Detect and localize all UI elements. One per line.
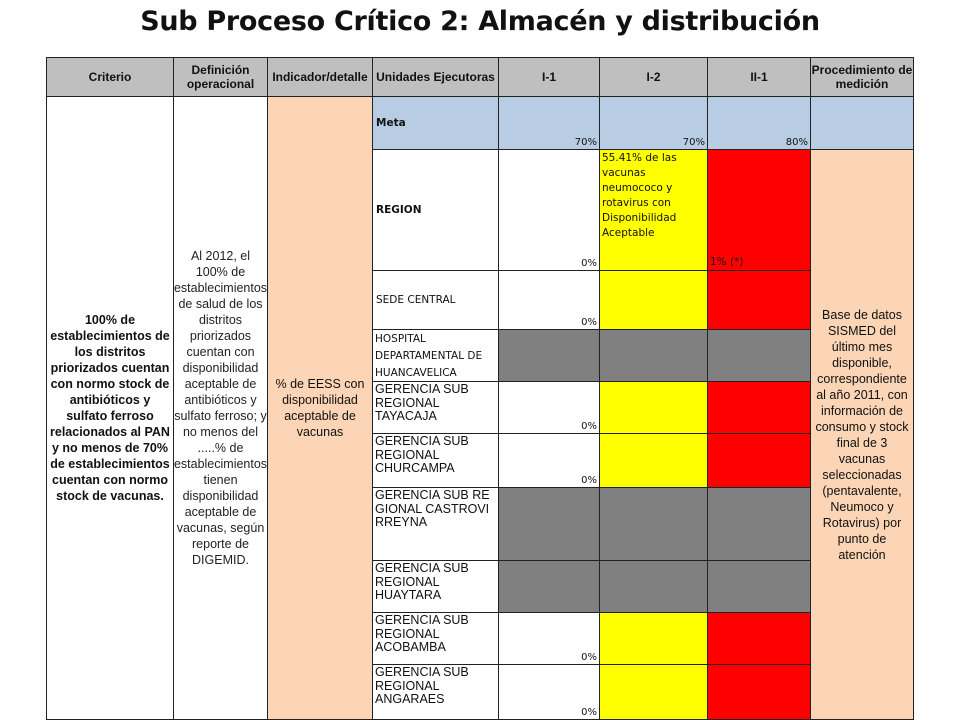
- unit-cell-hospital: [372, 329, 499, 382]
- value-cell-hospital-i2: [599, 329, 708, 382]
- unit-cell-acobamba: [372, 612, 499, 665]
- value-cell-tayacaja-ii1: [707, 381, 811, 434]
- value-cell-churcampa-ii1: [707, 433, 811, 488]
- meta-value-i1: 70%: [574, 137, 597, 148]
- unit-cell-meta: [372, 96, 499, 150]
- unit-label: GERENCIA SUB REGIONAL CHURCAMPA: [375, 434, 469, 475]
- value-cell-angaraes-ii1: [707, 664, 811, 720]
- value-cell-huaytara-ii1: [707, 560, 811, 613]
- unit-label: Meta: [376, 117, 406, 129]
- unit-label: GERENCIA SUB REGIONAL ANGARAES: [375, 665, 469, 706]
- value-cell-angaraes-i1: [498, 664, 600, 720]
- value-cell-region-ii1: [707, 149, 811, 271]
- unit-cell-churcampa: [372, 433, 499, 488]
- value-cell-meta-i2: [599, 96, 708, 150]
- unit-cell-sede-central: [372, 270, 499, 330]
- value-cell-churcampa-i1: [498, 433, 600, 488]
- procedimiento-cell: Base de datos SISMED del último mes disponible, correspondiente al año 2011, con información de consumo y stock final de 3 vacunas seleccionadas (pentavalente, Neumoco y Rotavirus) por punto de atención: [810, 149, 914, 720]
- value-cell-churcampa-i2: [599, 433, 708, 488]
- value-cell-sede-i2: [599, 270, 708, 330]
- sede-value-i1: 0%: [581, 317, 597, 328]
- value-cell-tayacaja-i2: [599, 381, 708, 434]
- unit-label: GERENCIA SUB REGIONAL ACOBAMBA: [375, 613, 469, 654]
- unit-label: HOSPITAL DEPARTAMENTAL DE HUANCAVELICA: [375, 333, 483, 379]
- value-cell-castrovirreyna-i1: [498, 487, 600, 561]
- definicion-cell: Al 2012, el 100% de establecimientos de salud de los distritos priorizados cuentan con disponibilidad aceptable de antibióticos y sulfato ferroso; y no menos del .....% de establecimientos tienen disponibilidad aceptable de vacunas, según reporte de DIGEMID.: [173, 96, 268, 720]
- proc-cell-meta: [810, 96, 914, 150]
- header-unidades: Unidades Ejecutoras: [372, 57, 499, 97]
- header-i2: I-2: [599, 57, 708, 97]
- unit-cell-region: [372, 149, 499, 271]
- tayacaja-value-i1: 0%: [581, 421, 597, 432]
- value-cell-hospital-ii1: [707, 329, 811, 382]
- unit-label: GERENCIA SUB REGIONAL CASTROVIRREYNA: [375, 488, 490, 529]
- value-cell-castrovirreyna-ii1: [707, 487, 811, 561]
- unit-label: GERENCIA SUB REGIONAL HUAYTARA: [375, 561, 469, 602]
- value-cell-region-i2: [599, 149, 708, 271]
- value-cell-tayacaja-i1: [498, 381, 600, 434]
- region-value-ii1: 1% (*): [710, 256, 744, 268]
- value-cell-meta-i1: [498, 96, 600, 150]
- meta-value-ii1: 80%: [785, 137, 808, 148]
- header-procedimiento: Procedimiento de medición: [810, 57, 914, 97]
- value-cell-huaytara-i1: [498, 560, 600, 613]
- unit-label: SEDE CENTRAL: [376, 294, 456, 306]
- header-ii1: II-1: [707, 57, 811, 97]
- unit-cell-angaraes: [372, 664, 499, 720]
- value-cell-acobamba-i2: [599, 612, 708, 665]
- churcampa-value-i1: 0%: [581, 475, 597, 486]
- unit-cell-tayacaja: [372, 381, 499, 434]
- value-cell-acobamba-i1: [498, 612, 600, 665]
- angaraes-value-i1: 0%: [581, 707, 597, 718]
- region-value-i2: 55.41% de las vacunas neumococo y rotavirus con Disponibilidad Aceptable: [602, 152, 677, 239]
- header-criterio: Criterio: [46, 57, 174, 97]
- value-cell-sede-i1: [498, 270, 600, 330]
- value-cell-sede-ii1: [707, 270, 811, 330]
- value-cell-region-i1: [498, 149, 600, 271]
- page-title: Sub Proceso Crítico 2: Almacén y distribución: [140, 6, 820, 37]
- acobamba-value-i1: 0%: [581, 652, 597, 663]
- criterio-cell: 100% de establecimientos de los distritos priorizados cuentan con normo stock de antibióticos y sulfato ferroso relacionados al PAN y no menos de 70% de establecimientos cuentan con normo stock de vacunas.: [46, 96, 174, 720]
- header-i1: I-1: [498, 57, 600, 97]
- indicador-cell: % de EESS con disponibilidad aceptable de vacunas: [267, 96, 373, 720]
- header-indicador: Indicador/detalle: [267, 57, 373, 97]
- unit-cell-huaytara: [372, 560, 499, 613]
- region-value-i1: 0%: [581, 258, 597, 269]
- value-cell-meta-ii1: [707, 96, 811, 150]
- unit-cell-castrovirreyna: [372, 487, 499, 561]
- unit-label: REGION: [376, 204, 422, 216]
- value-cell-huaytara-i2: [599, 560, 708, 613]
- value-cell-angaraes-i2: [599, 664, 708, 720]
- header-definicion: Definición operacional: [173, 57, 268, 97]
- value-cell-hospital-i1: [498, 329, 600, 382]
- meta-value-i2: 70%: [682, 137, 705, 148]
- value-cell-castrovirreyna-i2: [599, 487, 708, 561]
- unit-label: GERENCIA SUB REGIONAL TAYACAJA: [375, 382, 469, 423]
- value-cell-acobamba-ii1: [707, 612, 811, 665]
